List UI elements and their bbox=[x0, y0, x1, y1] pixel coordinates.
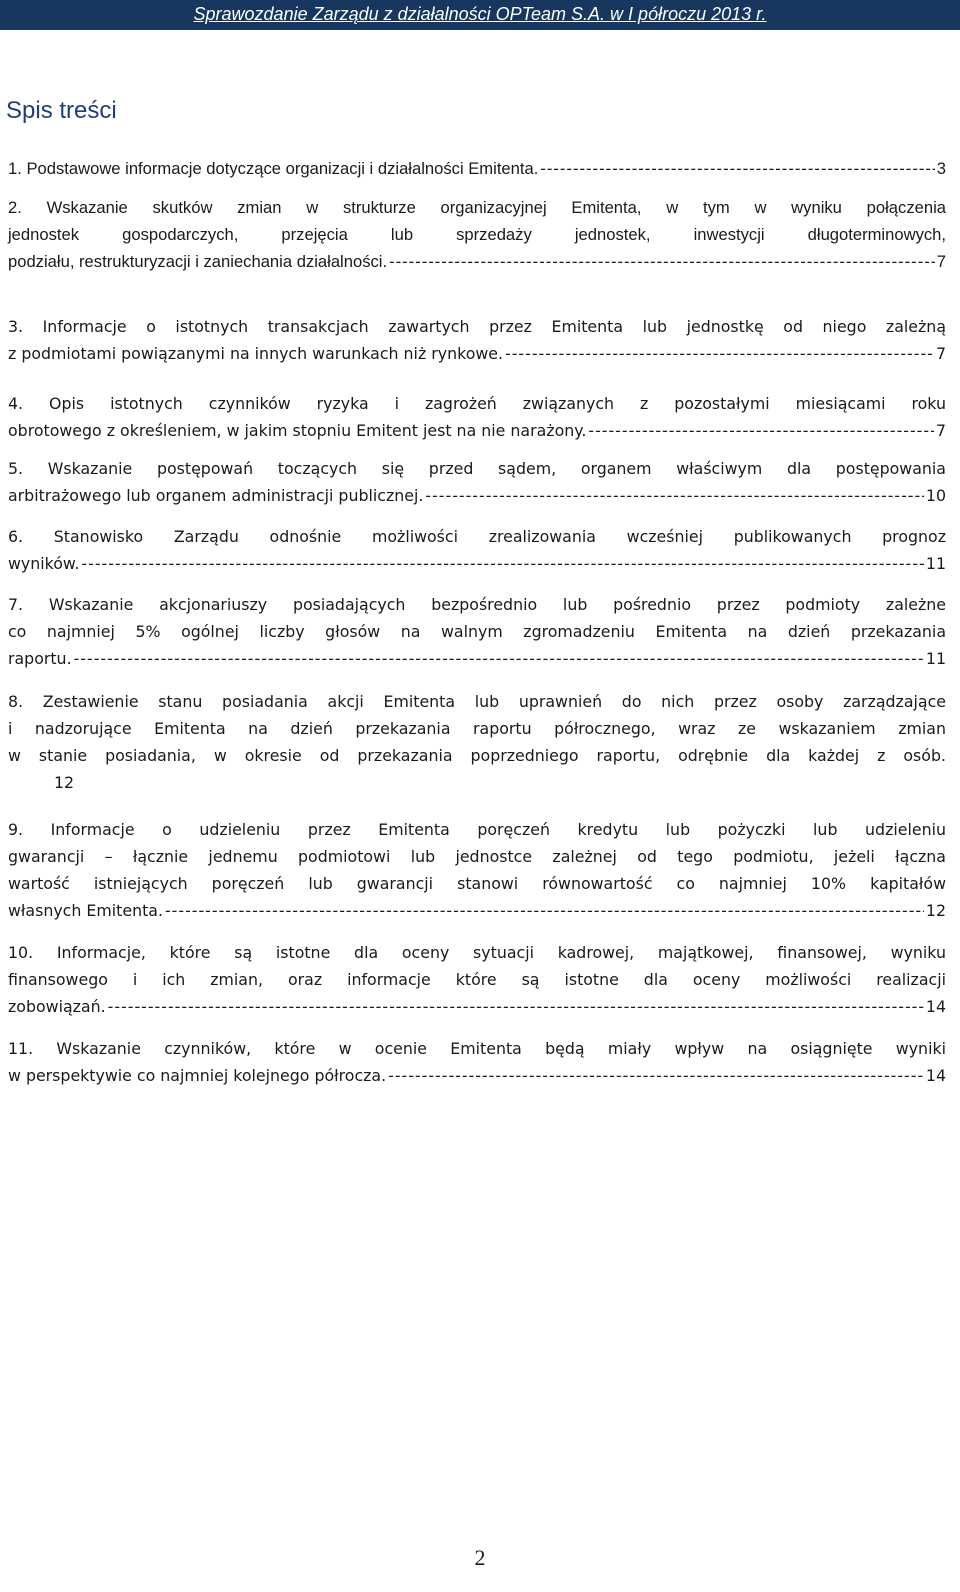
toc-page-number: 3 bbox=[936, 159, 946, 178]
toc-entry-line: 7. Wskazanie akcjonariuszy posiadających bezpośrednio lub pośrednio przez podmioty zależne bbox=[8, 595, 946, 614]
toc-leader bbox=[81, 550, 923, 577]
toc-entry-text: zobowiązań. bbox=[8, 997, 106, 1016]
toc-entry-line: w stanie posiadania, w okresie od przekazania poprzedniego raportu, odrębnie dla każdej z osób. bbox=[8, 746, 946, 765]
toc-entry-line: 8. Zestawienie stanu posiadania akcji Emitenta lub uprawnień do nich przez osoby zarządzające bbox=[8, 692, 946, 711]
toc-page-number: 14 bbox=[925, 997, 946, 1016]
toc-entry-line: co najmniej 5% ogólnej liczby głosów na walnym zgromadzeniu Emitenta na dzień przekazania bbox=[8, 622, 946, 641]
toc-page-number: 14 bbox=[925, 1066, 946, 1085]
toc-leader bbox=[388, 1062, 924, 1089]
toc-page-number: 7 bbox=[935, 344, 946, 363]
toc-leader bbox=[165, 897, 924, 924]
toc-entry-text: podziału, restrukturyzacji i zaniechania działalności. bbox=[8, 252, 388, 271]
toc-entry-line bbox=[8, 417, 946, 444]
toc-entry-line: 9. Informacje o udzieleniu przez Emitenta poręczeń kredytu lub pożyczki lub udzieleniu bbox=[8, 820, 946, 839]
toc-page-number: 10 bbox=[925, 486, 946, 505]
toc-entry-text: z podmiotami powiązanymi na innych warunkach niż rynkowe. bbox=[8, 344, 504, 363]
toc-entry-line: i nadzorujące Emitenta na dzień przekazania raportu półrocznego, wraz ze wskazaniem zmian bbox=[8, 719, 946, 738]
toc-entry-3[interactable] bbox=[8, 313, 946, 367]
toc-leader bbox=[588, 417, 934, 444]
toc-page-number: 7 bbox=[935, 421, 946, 440]
toc-entry-2[interactable] bbox=[8, 194, 946, 275]
toc-entry-line bbox=[8, 645, 946, 672]
toc-entry-line: gwarancji – łącznie jednemu podmiotowi lub jednostce zależnej od tego podmiotu, jeżeli łączna bbox=[8, 847, 946, 866]
toc-entry-line bbox=[8, 340, 946, 367]
toc-entry-6[interactable] bbox=[8, 523, 946, 577]
toc-entry-9[interactable] bbox=[8, 816, 946, 924]
toc-entry-line: 4. Opis istotnych czynników ryzyka i zagrożeń związanych z pozostałymi miesiącami roku bbox=[8, 394, 946, 413]
toc-entry-line: wartość istniejących poręczeń lub gwarancji stanowi równowartość co najmniej 10% kapitałów bbox=[8, 874, 946, 893]
toc-entry-text: wyników. bbox=[8, 554, 80, 573]
toc-entry-line: finansowego i ich zmian, oraz informacje które są istotne dla oceny możliwości realizacji bbox=[8, 970, 946, 989]
toc-entry-text: arbitrażowego lub organem administracji publicznej. bbox=[8, 486, 424, 505]
toc-entry-11[interactable] bbox=[8, 1035, 946, 1089]
toc-entry-line bbox=[8, 897, 946, 924]
toc-entry-1[interactable] bbox=[8, 155, 946, 182]
toc-heading: Spis treści bbox=[6, 97, 117, 124]
toc-page-number: 12 bbox=[925, 901, 946, 920]
toc-entry-line: 11. Wskazanie czynników, które w ocenie Emitenta będą miały wpływ na osiągnięte wyniki bbox=[8, 1039, 946, 1058]
toc-entry-line: 10. Informacje, które są istotne dla oceny sytuacji kadrowej, majątkowej, finansowej, wyniku bbox=[8, 943, 946, 962]
toc-entry-text: własnych Emitenta. bbox=[8, 901, 163, 920]
toc-leader bbox=[74, 645, 924, 672]
toc-entry-line bbox=[8, 248, 946, 275]
toc-entry-line: jednostek gospodarczych, przejęcia lub sprzedaży jednostek, inwestycji długoterminowych, bbox=[8, 225, 946, 244]
toc-page-number: 7 bbox=[936, 252, 946, 271]
toc-leader bbox=[108, 993, 924, 1020]
toc-entry-line: 5. Wskazanie postępowań toczących się przed sądem, organem właściwym dla postępowania bbox=[8, 459, 946, 478]
toc-entry-line: 6. Stanowisko Zarządu odnośnie możliwości zrealizowania wcześniej publikowanych prognoz bbox=[8, 527, 946, 546]
toc-leader bbox=[505, 340, 934, 367]
toc-page-number: 11 bbox=[925, 554, 946, 573]
toc-entry-line bbox=[8, 550, 946, 577]
toc-leader bbox=[425, 482, 924, 509]
toc-entry-line bbox=[8, 993, 946, 1020]
document-header bbox=[0, 0, 960, 30]
toc-entry-10[interactable] bbox=[8, 939, 946, 1020]
toc-page-number: 12 bbox=[54, 773, 75, 792]
toc-entry-text: raportu. bbox=[8, 649, 72, 668]
toc-entry-text: w perspektywie co najmniej kolejnego półrocza. bbox=[8, 1066, 387, 1085]
document-header-title: Sprawozdanie Zarządu z działalności OPTeam S.A. w I półroczu 2013 r. bbox=[193, 4, 767, 24]
toc-leader bbox=[540, 155, 934, 182]
toc-entry-line: 3. Informacje o istotnych transakcjach zawartych przez Emitenta lub jednostkę od niego zależną bbox=[8, 317, 946, 336]
toc-entry-text: obrotowego z określeniem, w jakim stopniu Emitent jest na nie narażony. bbox=[8, 421, 587, 440]
toc-entry-line bbox=[8, 1062, 946, 1089]
toc-leader bbox=[389, 248, 935, 275]
toc-entry-line bbox=[8, 155, 946, 182]
toc-entry-7[interactable] bbox=[8, 591, 946, 672]
toc-entry-8[interactable] bbox=[8, 688, 946, 796]
toc-entry-line bbox=[8, 482, 946, 509]
toc-entry-line: 2. Wskazanie skutków zmian w strukturze organizacyjnej Emitenta, w tym w wyniku połączenia bbox=[8, 198, 946, 217]
toc-page-number: 11 bbox=[925, 649, 946, 668]
toc-entry-text: 1. Podstawowe informacje dotyczące organizacji i działalności Emitenta. bbox=[8, 159, 539, 178]
toc-entry-4[interactable] bbox=[8, 390, 946, 444]
page-number: 2 bbox=[474, 1545, 486, 1570]
toc-entry-5[interactable] bbox=[8, 455, 946, 509]
